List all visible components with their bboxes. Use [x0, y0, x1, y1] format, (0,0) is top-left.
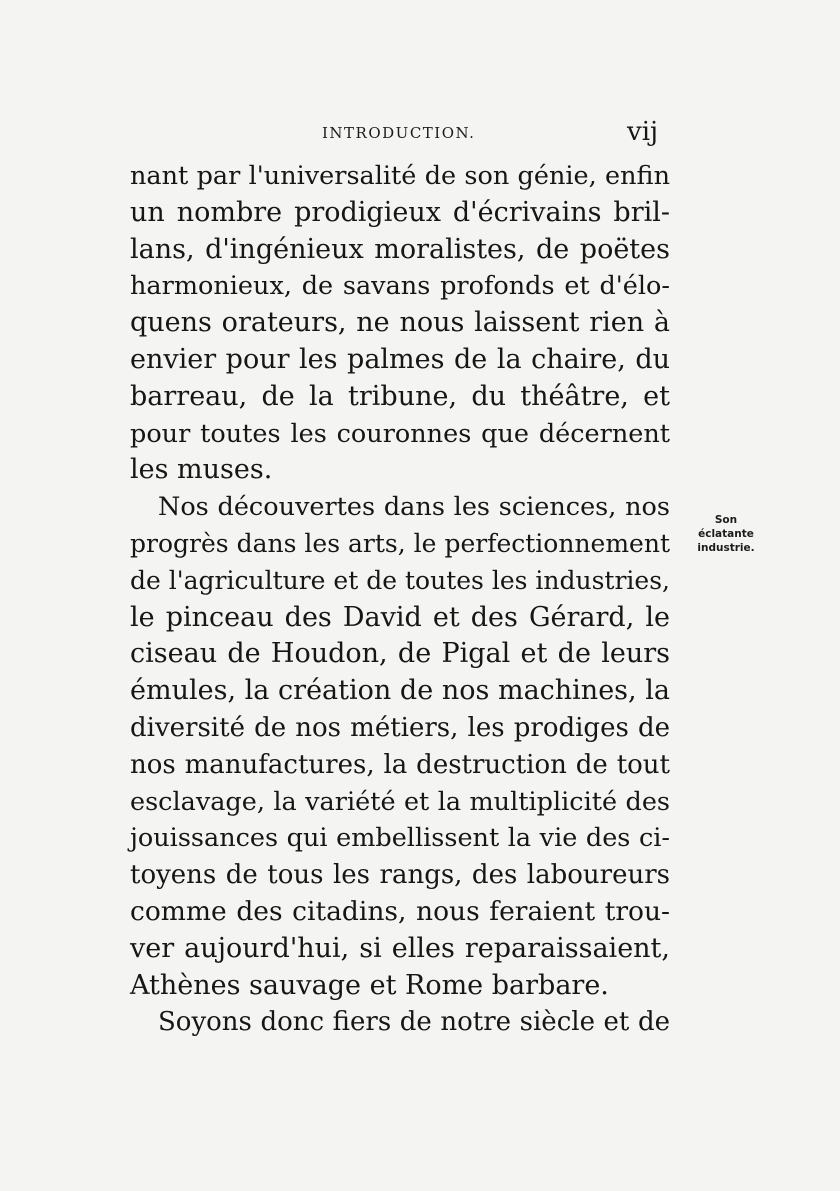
text-line: progrès dans les arts, le perfectionnement	[130, 528, 670, 558]
marginal-note-line: industrie.	[697, 542, 755, 554]
text-line: émules, la création de nos machines, la	[130, 675, 670, 707]
text-line: de l'agriculture et de toutes les industries,	[130, 565, 670, 595]
text-line: lans, d'ingénieux moralistes, de poëtes	[130, 233, 670, 265]
body-text	[130, 158, 670, 1041]
text-line: comme des citadins, nous feraient trou-	[130, 895, 670, 927]
text-line: barreau, de la tribune, du théâtre, et	[130, 380, 670, 412]
text-line: Athènes sauvage et Rome barbare.	[130, 969, 609, 1001]
text-line: diversité de nos métiers, les prodiges de	[130, 712, 670, 743]
text-line: les muses.	[130, 454, 273, 486]
text-line: nant par l'universalité de son génie, enfin	[130, 161, 670, 191]
marginal-note-line: Son	[714, 514, 738, 526]
text-line: jouissances qui embellissent la vie des ci-	[130, 823, 670, 854]
text-line: Nos découvertes dans les sciences, nos	[158, 492, 670, 523]
text-line: toyens de tous les rangs, des laboureurs	[130, 860, 670, 891]
text-line: envier pour les palmes de la chaire, du	[130, 343, 670, 375]
text-line: quens orateurs, ne nous laissent rien à	[130, 307, 670, 339]
text-line: ciseau de Houdon, de Pigal et de leurs	[130, 638, 670, 670]
marginal-note	[686, 513, 766, 555]
text-line: ver aujourd'hui, si elles reparaissaient,	[130, 932, 670, 964]
text-line: esclavage, la variété et la multiplicité des	[130, 786, 670, 817]
text-line: harmonieux, de savans profonds et d'élo-	[130, 271, 670, 302]
text-line: un nombre prodigieux d'écrivains bril-	[130, 196, 670, 228]
text-line: pour toutes les couronnes que décernent	[130, 418, 670, 449]
text-line: nos manufactures, la destruction de tout	[130, 749, 670, 780]
page-number: vij	[627, 117, 659, 147]
marginal-note-line: éclatante	[698, 528, 754, 540]
running-title: INTRODUCTION.	[322, 124, 476, 142]
text-line: le pinceau des David et des Gérard, le	[130, 601, 670, 633]
text-line: Soyons donc fiers de notre siècle et de	[158, 1007, 670, 1038]
